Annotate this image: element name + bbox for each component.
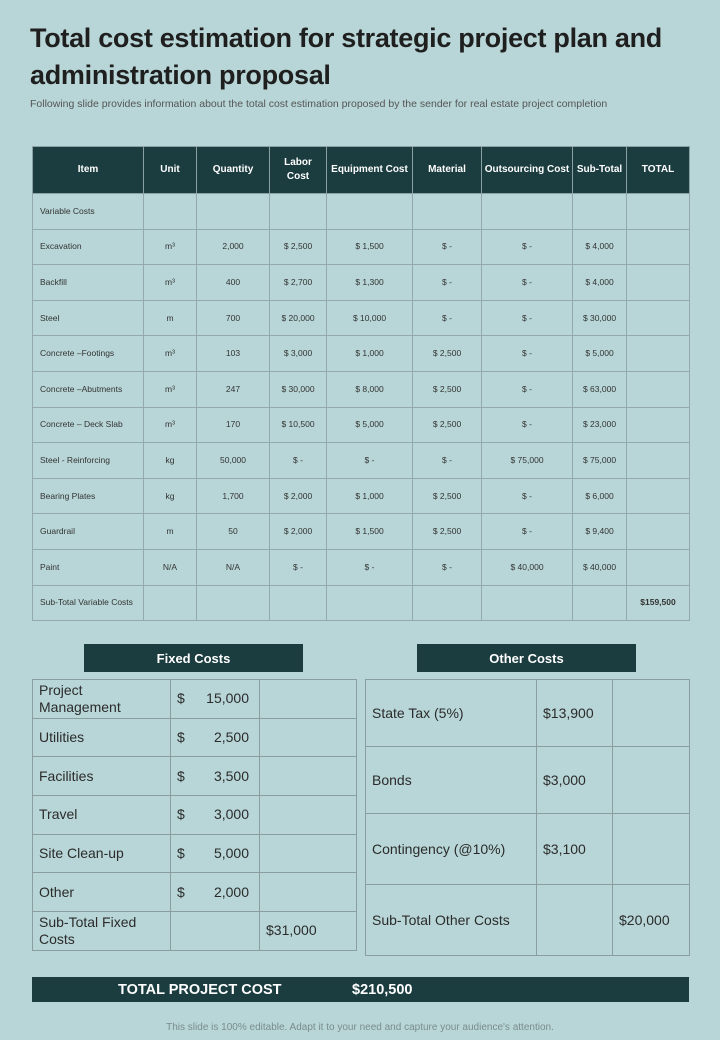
cell-equip: $ 1,500 (327, 514, 413, 550)
fixed-cost-subtotal (260, 757, 357, 796)
cell-equip: $ 1,000 (327, 336, 413, 372)
cell-qty: 1,700 (197, 478, 270, 514)
total-project-cost-value: $210,500 (352, 981, 413, 998)
header-sub-total: Sub-Total (573, 147, 627, 194)
header-equipment-cost: Equipment Cost (327, 147, 413, 194)
table-row (33, 478, 690, 514)
cell-item: Concrete –Footings (33, 336, 144, 372)
header-item: Item (33, 147, 144, 194)
table-row (33, 443, 690, 479)
cell-outsourcing: $ 40,000 (482, 549, 573, 585)
currency-symbol: $ (177, 767, 185, 784)
other-cost-value: $3,100 (537, 814, 613, 885)
cell-subtotal (573, 194, 627, 230)
amount-value: 5,000 (213, 845, 249, 862)
fixed-costs-heading: Fixed Costs (84, 644, 303, 672)
fixed-cost-label: Other (33, 873, 171, 912)
cell-total (627, 407, 690, 443)
cell-material: $ - (413, 229, 482, 265)
cell-material: $ 2,500 (413, 478, 482, 514)
cell-qty: 103 (197, 336, 270, 372)
cell-outsourcing: $ - (482, 478, 573, 514)
cell-subtotal: $ 75,000 (573, 443, 627, 479)
cell-total (627, 371, 690, 407)
fixed-cost-subtotal (260, 796, 357, 835)
total-project-cost-bar (32, 977, 689, 1002)
cell-labor: $ - (270, 443, 327, 479)
cell-outsourcing: $ - (482, 371, 573, 407)
currency-symbol: $ (177, 883, 185, 900)
fixed-cost-subtotal (260, 718, 357, 757)
other-cost-extra (613, 680, 690, 747)
other-cost-label: State Tax (5%) (366, 680, 537, 747)
fixed-cost-row (33, 680, 357, 719)
fixed-cost-label: Facilities (33, 757, 171, 796)
cell-material: $ 2,500 (413, 514, 482, 550)
other-cost-row (366, 814, 690, 885)
cell-outsourcing (482, 194, 573, 230)
fixed-cost-row (33, 834, 357, 873)
fixed-cost-subtotal (260, 873, 357, 912)
other-cost-value: $13,900 (537, 680, 613, 747)
fixed-cost-label: Sub-Total Fixed Costs (33, 912, 171, 951)
cell-unit: N/A (144, 549, 197, 585)
cell-item: Bearing Plates (33, 478, 144, 514)
fixed-cost-amount (171, 680, 260, 719)
table-row (33, 514, 690, 550)
table-row (33, 336, 690, 372)
cell-unit (144, 194, 197, 230)
cell-subtotal (573, 585, 627, 621)
fixed-cost-subtotal: $31,000 (260, 912, 357, 951)
cell-unit: kg (144, 443, 197, 479)
cell-item: Paint (33, 549, 144, 585)
table-row (33, 549, 690, 585)
cell-outsourcing: $ - (482, 407, 573, 443)
fixed-cost-label: Utilities (33, 718, 171, 757)
header-unit: Unit (144, 147, 197, 194)
cell-total (627, 443, 690, 479)
currency-symbol: $ (177, 845, 185, 862)
cell-subtotal: $ 40,000 (573, 549, 627, 585)
cell-material (413, 585, 482, 621)
cell-item: Excavation (33, 229, 144, 265)
currency-symbol: $ (177, 690, 185, 707)
table-header-row (33, 147, 690, 194)
fixed-cost-amount (171, 873, 260, 912)
cell-material: $ 2,500 (413, 371, 482, 407)
cell-total (627, 336, 690, 372)
cell-qty: 170 (197, 407, 270, 443)
cell-labor (270, 194, 327, 230)
cell-material: $ - (413, 549, 482, 585)
amount-value: 2,500 (213, 729, 249, 746)
cell-outsourcing: $ - (482, 336, 573, 372)
cell-total (627, 514, 690, 550)
fixed-cost-subtotal (260, 680, 357, 719)
cell-item: Steel (33, 300, 144, 336)
header-material: Material (413, 147, 482, 194)
amount-value: 3,500 (213, 767, 249, 784)
cell-equip: $ 1,300 (327, 265, 413, 301)
fixed-cost-amount (171, 796, 260, 835)
cell-labor: $ 20,000 (270, 300, 327, 336)
cell-qty: 700 (197, 300, 270, 336)
cell-subtotal: $ 6,000 (573, 478, 627, 514)
cell-unit: m³ (144, 336, 197, 372)
cell-material: $ 2,500 (413, 407, 482, 443)
amount-value: 2,000 (213, 883, 249, 900)
cell-total (627, 549, 690, 585)
table-row (33, 300, 690, 336)
table-row (33, 585, 690, 621)
cell-item: Backfill (33, 265, 144, 301)
other-costs-table (365, 679, 690, 956)
table-row (33, 265, 690, 301)
cell-item: Concrete – Deck Slab (33, 407, 144, 443)
other-cost-extra (613, 814, 690, 885)
fixed-cost-row (33, 873, 357, 912)
cell-total (627, 300, 690, 336)
cell-equip: $ - (327, 443, 413, 479)
cell-subtotal: $ 23,000 (573, 407, 627, 443)
cell-material (413, 194, 482, 230)
cell-qty: N/A (197, 549, 270, 585)
cell-material: $ 2,500 (413, 336, 482, 372)
cell-total (627, 265, 690, 301)
cell-unit: m (144, 514, 197, 550)
table-row (33, 371, 690, 407)
cell-unit: m³ (144, 407, 197, 443)
cell-item: Variable Costs (33, 194, 144, 230)
cell-outsourcing: $ - (482, 229, 573, 265)
footer-note: This slide is 100% editable. Adapt it to your need and capture your audience's attention. (166, 1022, 554, 1033)
other-cost-value (537, 885, 613, 956)
cell-total (627, 229, 690, 265)
cell-material: $ - (413, 265, 482, 301)
cell-labor: $ 10,500 (270, 407, 327, 443)
fixed-cost-row (33, 912, 357, 951)
header-total: TOTAL (627, 147, 690, 194)
cell-unit (144, 585, 197, 621)
other-cost-extra (613, 747, 690, 814)
cell-subtotal: $ 5,000 (573, 336, 627, 372)
currency-symbol: $ (177, 729, 185, 746)
cell-labor: $ 2,000 (270, 478, 327, 514)
cell-unit: m³ (144, 265, 197, 301)
fixed-cost-amount (171, 718, 260, 757)
cell-subtotal: $ 9,400 (573, 514, 627, 550)
other-cost-row (366, 747, 690, 814)
fixed-costs-table (32, 679, 357, 951)
cell-total (627, 194, 690, 230)
cell-labor: $ - (270, 549, 327, 585)
fixed-cost-row (33, 718, 357, 757)
cell-qty: 50 (197, 514, 270, 550)
fixed-cost-subtotal (260, 834, 357, 873)
cell-outsourcing (482, 585, 573, 621)
other-cost-row (366, 885, 690, 956)
cell-labor: $ 2,500 (270, 229, 327, 265)
cell-qty: 400 (197, 265, 270, 301)
cell-unit: m³ (144, 229, 197, 265)
table-row (33, 407, 690, 443)
cell-equip: $ 10,000 (327, 300, 413, 336)
total-project-cost-label: TOTAL PROJECT COST (118, 981, 282, 998)
page-title: Total cost estimation for strategic project plan and administration proposal (30, 23, 663, 90)
cell-outsourcing: $ - (482, 265, 573, 301)
other-costs-heading: Other Costs (417, 644, 636, 672)
amount-value: 3,000 (213, 806, 249, 823)
cell-outsourcing: $ 75,000 (482, 443, 573, 479)
fixed-cost-label: Site Clean-up (33, 834, 171, 873)
cell-unit: m (144, 300, 197, 336)
table-row (33, 229, 690, 265)
header-labor-cost: Labor Cost (270, 147, 327, 194)
variable-costs-table (32, 146, 690, 621)
cell-qty: 247 (197, 371, 270, 407)
cell-equip: $ 1,500 (327, 229, 413, 265)
cell-material: $ - (413, 443, 482, 479)
cell-total (627, 478, 690, 514)
cell-qty (197, 194, 270, 230)
amount-value: 15,000 (206, 690, 249, 707)
cell-item: Guardrail (33, 514, 144, 550)
header-quantity: Quantity (197, 147, 270, 194)
cell-labor: $ 3,000 (270, 336, 327, 372)
fixed-cost-amount (171, 757, 260, 796)
cell-equip: $ - (327, 549, 413, 585)
cell-material: $ - (413, 300, 482, 336)
cell-equip: $ 8,000 (327, 371, 413, 407)
cell-outsourcing: $ - (482, 514, 573, 550)
cell-item: Steel - Reinforcing (33, 443, 144, 479)
header-outsourcing-cost: Outsourcing Cost (482, 147, 573, 194)
cell-qty (197, 585, 270, 621)
other-cost-label: Sub-Total Other Costs (366, 885, 537, 956)
currency-symbol: $ (177, 806, 185, 823)
cell-outsourcing: $ - (482, 300, 573, 336)
cell-equip (327, 585, 413, 621)
fixed-cost-amount (171, 912, 260, 951)
other-cost-value: $3,000 (537, 747, 613, 814)
cell-equip: $ 5,000 (327, 407, 413, 443)
cell-equip: $ 1,000 (327, 478, 413, 514)
cell-item: Sub-Total Variable Costs (33, 585, 144, 621)
cell-subtotal: $ 4,000 (573, 229, 627, 265)
fixed-cost-label: Project Management (33, 680, 171, 719)
cell-subtotal: $ 4,000 (573, 265, 627, 301)
cell-unit: kg (144, 478, 197, 514)
other-cost-label: Bonds (366, 747, 537, 814)
cell-subtotal: $ 63,000 (573, 371, 627, 407)
cell-equip (327, 194, 413, 230)
cell-unit: m³ (144, 371, 197, 407)
cell-qty: 2,000 (197, 229, 270, 265)
cell-total: $159,500 (627, 585, 690, 621)
table-row (33, 194, 690, 230)
cell-item: Concrete –Abutments (33, 371, 144, 407)
cell-labor: $ 30,000 (270, 371, 327, 407)
cell-labor: $ 2,000 (270, 514, 327, 550)
fixed-cost-label: Travel (33, 796, 171, 835)
cell-qty: 50,000 (197, 443, 270, 479)
cell-labor: $ 2,700 (270, 265, 327, 301)
fixed-cost-amount (171, 834, 260, 873)
page-subtitle: Following slide provides information about the total cost estimation proposed by the sender for real estate project completion (30, 98, 608, 110)
other-cost-row (366, 680, 690, 747)
other-cost-label: Contingency (@10%) (366, 814, 537, 885)
other-cost-extra: $20,000 (613, 885, 690, 956)
fixed-cost-row (33, 757, 357, 796)
cell-subtotal: $ 30,000 (573, 300, 627, 336)
cell-labor (270, 585, 327, 621)
fixed-cost-row (33, 796, 357, 835)
